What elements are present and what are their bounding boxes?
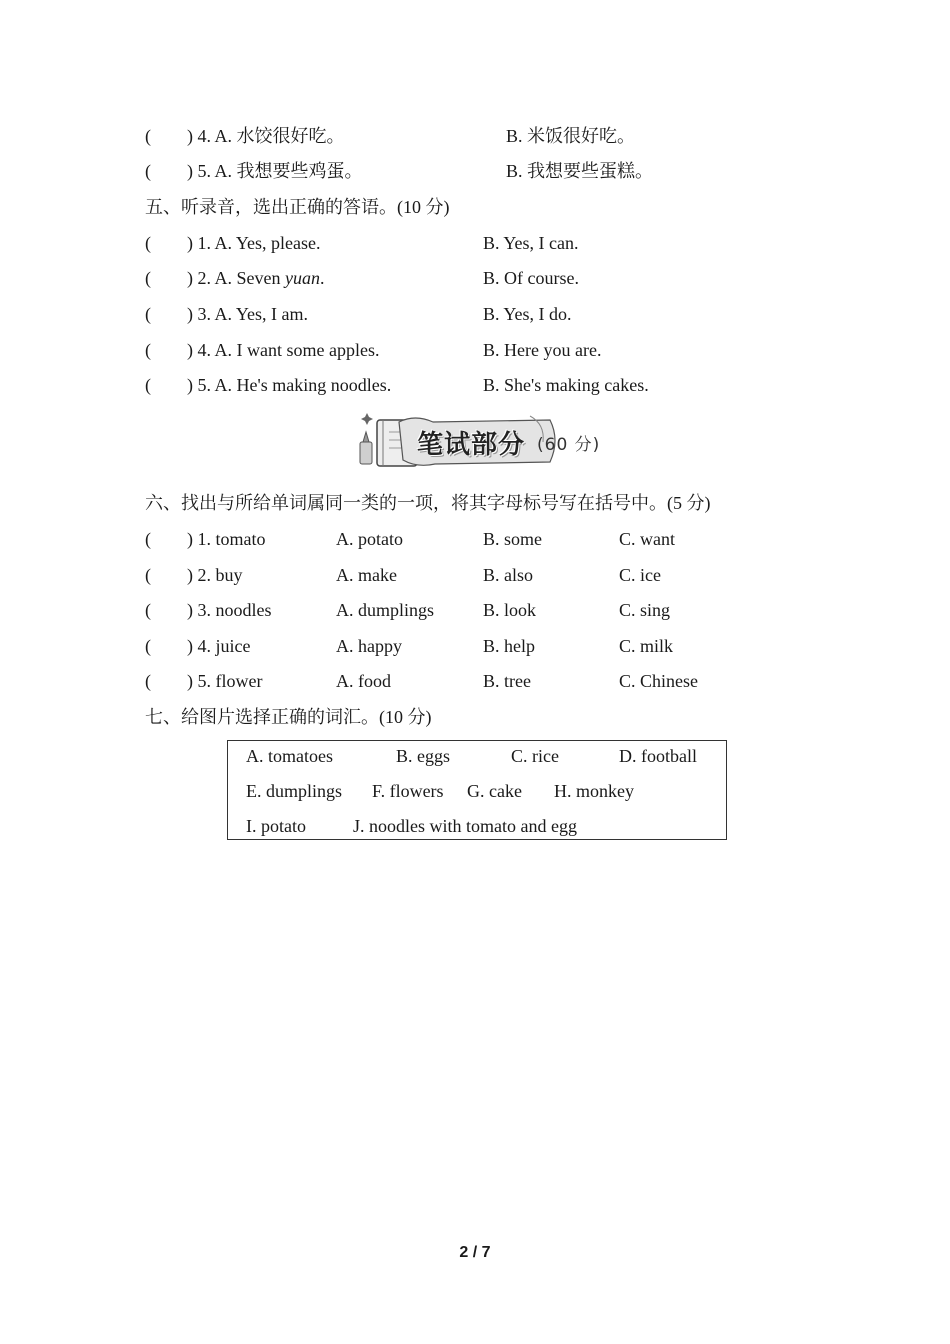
- word-bank-item: C. rice: [511, 746, 559, 766]
- answer-paren: (: [145, 600, 151, 620]
- answer-paren: (: [145, 233, 151, 253]
- written-part-banner: [355, 412, 635, 470]
- answer-paren: (: [145, 636, 151, 656]
- item-option-a: A. potato: [336, 529, 403, 549]
- section7-heading: 七、给图片选择正确的词汇。(10 分): [145, 707, 432, 727]
- item-option-c: C. want: [619, 529, 675, 549]
- item-option-c: C. milk: [619, 636, 674, 656]
- item-option-b: B. Here you are.: [483, 340, 602, 360]
- item-option-b: B. help: [483, 636, 535, 656]
- answer-paren: (: [145, 268, 151, 288]
- item-word: ) 5. flower: [187, 671, 263, 691]
- item-option-b: B. tree: [483, 671, 531, 691]
- item-option-a: ) 5. A. 我想要些鸡蛋。: [187, 161, 363, 181]
- word-bank-item: H. monkey: [554, 781, 634, 801]
- item-option-c: C. ice: [619, 565, 661, 585]
- item-option-b: B. look: [483, 600, 537, 620]
- item-option-a-italic: yuan: [285, 268, 320, 288]
- section5-heading: 五、听录音，选出正确的答语。(10 分): [145, 197, 450, 217]
- word-bank-item: E. dumplings: [246, 781, 343, 801]
- page-number: 2 / 7: [459, 1244, 491, 1261]
- item-word: ) 1. tomato: [187, 529, 266, 549]
- item-option-b: B. some: [483, 529, 543, 549]
- item-option-b: B. She's making cakes.: [483, 375, 649, 395]
- answer-paren: (: [145, 565, 151, 585]
- word-bank-item: A. tomatoes: [246, 746, 333, 766]
- item-option-b: B. Yes, I can.: [483, 233, 579, 253]
- item-option-a: ) 3. A. Yes, I am.: [187, 304, 309, 324]
- item-option-a: ) 5. A. He's making noodles.: [187, 375, 392, 395]
- item-option-c: C. sing: [619, 600, 671, 620]
- section6-heading: 六、找出与所给单词属同一类的一项，将其字母标号写在括号中。(5 分): [145, 493, 711, 513]
- item-option-a: A. food: [336, 671, 391, 691]
- answer-paren: (: [145, 529, 151, 549]
- answer-paren: (: [145, 126, 151, 146]
- item-option-a: ) 2. A. Seven: [187, 268, 285, 288]
- item-option-a: ) 4. A. 水饺很好吃。: [187, 126, 345, 146]
- item-option-a: ) 1. A. Yes, please.: [187, 233, 321, 253]
- word-bank-item: F. flowers: [372, 781, 444, 801]
- answer-paren: (: [145, 304, 151, 324]
- item-option-b: B. 我想要些蛋糕。: [506, 161, 654, 181]
- item-option-a-tail: .: [320, 268, 325, 288]
- item-option-b: B. Yes, I do.: [483, 304, 572, 324]
- item-word: ) 3. noodles: [187, 600, 272, 620]
- item-option-c: C. Chinese: [619, 671, 698, 691]
- item-word: ) 2. buy: [187, 565, 243, 585]
- item-option-a: ) 4. A. I want some apples.: [187, 340, 380, 360]
- item-word: ) 4. juice: [187, 636, 251, 656]
- answer-paren: (: [145, 375, 151, 395]
- word-bank-item: I. potato: [246, 816, 306, 836]
- word-bank-item: B. eggs: [396, 746, 450, 766]
- item-option-a: A. dumplings: [336, 600, 435, 620]
- item-option-b: B. 米饭很好吃。: [506, 126, 636, 146]
- banner-score: (60 分): [537, 435, 601, 455]
- word-bank-item: D. football: [619, 746, 697, 766]
- item-option-b: B. Of course.: [483, 268, 579, 288]
- word-bank-box: [227, 740, 727, 840]
- item-option-a: A. make: [336, 565, 397, 585]
- item-option-b: B. also: [483, 565, 534, 585]
- word-bank-item: G. cake: [467, 781, 522, 801]
- item-option-a: A. happy: [336, 636, 402, 656]
- answer-paren: (: [145, 340, 151, 360]
- word-bank-item: J. noodles with tomato and egg: [353, 816, 577, 836]
- banner-title: 笔试部分: [417, 430, 526, 460]
- answer-paren: (: [145, 161, 151, 181]
- answer-paren: (: [145, 671, 151, 691]
